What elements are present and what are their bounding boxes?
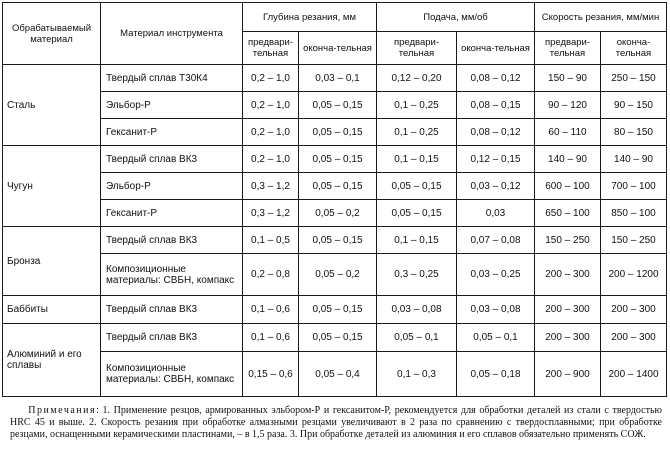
value-cell-df: 0,05 – 0,2 [299, 200, 377, 227]
workpiece-material-cell: Баббиты [3, 296, 101, 324]
value-cell-sp: 90 – 120 [535, 92, 601, 119]
table-row [3, 65, 667, 92]
workpiece-material-cell: Бронза [3, 227, 101, 296]
cutting-modes-table [2, 2, 667, 397]
value-cell-dp: 0,2 – 1,0 [243, 65, 299, 92]
table-row [3, 200, 667, 227]
value-cell-ff: 0,05 – 0,18 [457, 352, 535, 397]
value-cell-sp: 150 – 90 [535, 65, 601, 92]
value-cell-dp: 0,2 – 1,0 [243, 92, 299, 119]
value-cell-fp: 0,12 – 0,20 [377, 65, 457, 92]
value-cell-fp: 0,05 – 0,15 [377, 200, 457, 227]
value-cell-df: 0,05 – 0,15 [299, 227, 377, 254]
header-speed: Скорость резания, мм/мин [535, 3, 667, 32]
header-depth: Глубина резания, мм [243, 3, 377, 32]
value-cell-sf: 850 – 100 [601, 200, 667, 227]
notes-text: : 1. Применение резцов, армированных эльбором-Р и гексанитом-Р, рекомендуется для обработки деталей из стали с твердостью HRC 45 и выше. 2. Скорость резания при обработке алмазными резцами увеличивают в 2 раза по сравнению с твердосплавными; при обработке резцами, оснащенными керамическими пластинами, – в 1,5 раза. 3. При обработке деталей из алюминия и его сплавов обязательно применять СОЖ. [10, 405, 662, 440]
value-cell-sp: 200 – 300 [535, 254, 601, 296]
header-workpiece: Обрабатываемый материал [3, 3, 101, 65]
value-cell-df: 0,05 – 0,15 [299, 173, 377, 200]
table-body [3, 65, 667, 397]
tool-material-cell: Твердый сплав ВК3 [101, 146, 243, 173]
header-feed: Подача, мм/об [377, 3, 535, 32]
value-cell-ff: 0,03 – 0,25 [457, 254, 535, 296]
value-cell-dp: 0,1 – 0,5 [243, 227, 299, 254]
value-cell-sp: 650 – 100 [535, 200, 601, 227]
value-cell-sf: 200 – 1400 [601, 352, 667, 397]
value-cell-ff: 0,08 – 0,12 [457, 65, 535, 92]
value-cell-ff: 0,03 [457, 200, 535, 227]
value-cell-dp: 0,1 – 0,6 [243, 324, 299, 352]
subheader-speed-fin: оконча-тельная [601, 32, 667, 65]
tool-material-cell: Твердый сплав ВК3 [101, 227, 243, 254]
value-cell-ff: 0,07 – 0,08 [457, 227, 535, 254]
value-cell-fp: 0,03 – 0,08 [377, 296, 457, 324]
subheader-feed-fin: оконча-тельная [457, 32, 535, 65]
value-cell-df: 0,05 – 0,15 [299, 146, 377, 173]
value-cell-sp: 200 – 900 [535, 352, 601, 397]
value-cell-df: 0,05 – 0,15 [299, 296, 377, 324]
value-cell-ff: 0,08 – 0,12 [457, 119, 535, 146]
tool-material-cell: Эльбор-Р [101, 173, 243, 200]
value-cell-fp: 0,3 – 0,25 [377, 254, 457, 296]
tool-material-cell: Твердый сплав ВК3 [101, 296, 243, 324]
value-cell-sf: 140 – 90 [601, 146, 667, 173]
value-cell-fp: 0,1 – 0,3 [377, 352, 457, 397]
value-cell-sf: 200 – 300 [601, 324, 667, 352]
value-cell-sf: 90 – 150 [601, 92, 667, 119]
tool-material-cell: Твердый сплав Т30К4 [101, 65, 243, 92]
tool-material-cell: Гексанит-Р [101, 119, 243, 146]
value-cell-dp: 0,15 – 0,6 [243, 352, 299, 397]
table-row [3, 173, 667, 200]
tool-material-cell: Гексанит-Р [101, 200, 243, 227]
value-cell-dp: 0,1 – 0,6 [243, 296, 299, 324]
subheader-feed-pre: предвари-тельная [377, 32, 457, 65]
subheader-depth-fin: оконча-тельная [299, 32, 377, 65]
value-cell-fp: 0,05 – 0,1 [377, 324, 457, 352]
value-cell-sp: 140 – 90 [535, 146, 601, 173]
value-cell-sp: 200 – 300 [535, 324, 601, 352]
value-cell-dp: 0,2 – 0,8 [243, 254, 299, 296]
value-cell-sp: 200 – 300 [535, 296, 601, 324]
value-cell-sf: 150 – 250 [601, 227, 667, 254]
value-cell-df: 0,05 – 0,4 [299, 352, 377, 397]
table-row [3, 146, 667, 173]
value-cell-ff: 0,03 – 0,12 [457, 173, 535, 200]
tool-material-cell: Эльбор-Р [101, 92, 243, 119]
value-cell-sf: 80 – 150 [601, 119, 667, 146]
value-cell-df: 0,05 – 0,15 [299, 92, 377, 119]
value-cell-df: 0,03 – 0,1 [299, 65, 377, 92]
value-cell-sf: 200 – 1200 [601, 254, 667, 296]
value-cell-sp: 60 – 110 [535, 119, 601, 146]
value-cell-fp: 0,1 – 0,15 [377, 146, 457, 173]
value-cell-df: 0,05 – 0,15 [299, 324, 377, 352]
subheader-speed-pre: предвари-тельная [535, 32, 601, 65]
table-row [3, 324, 667, 352]
table-row [3, 352, 667, 397]
workpiece-material-cell: Сталь [3, 65, 101, 146]
table-row [3, 92, 667, 119]
value-cell-df: 0,05 – 0,15 [299, 119, 377, 146]
table-row [3, 119, 667, 146]
table-row [3, 227, 667, 254]
value-cell-fp: 0,1 – 0,25 [377, 119, 457, 146]
workpiece-material-cell: Алюминий и его сплавы [3, 324, 101, 397]
workpiece-material-cell: Чугун [3, 146, 101, 227]
value-cell-df: 0,05 – 0,2 [299, 254, 377, 296]
value-cell-ff: 0,05 – 0,1 [457, 324, 535, 352]
value-cell-sf: 700 – 100 [601, 173, 667, 200]
value-cell-dp: 0,2 – 1,0 [243, 119, 299, 146]
value-cell-fp: 0,1 – 0,25 [377, 92, 457, 119]
value-cell-dp: 0,3 – 1,2 [243, 173, 299, 200]
table-row [3, 296, 667, 324]
header-row [3, 3, 667, 32]
value-cell-ff: 0,08 – 0,15 [457, 92, 535, 119]
value-cell-ff: 0,03 – 0,08 [457, 296, 535, 324]
value-cell-fp: 0,1 – 0,15 [377, 227, 457, 254]
value-cell-fp: 0,05 – 0,15 [377, 173, 457, 200]
value-cell-sp: 600 – 100 [535, 173, 601, 200]
value-cell-dp: 0,3 – 1,2 [243, 200, 299, 227]
value-cell-sf: 200 – 300 [601, 296, 667, 324]
tool-material-cell: Композиционные материалы: СВБН, компакс [101, 254, 243, 296]
subheader-depth-pre: предвари-тельная [243, 32, 299, 65]
tool-material-cell: Композиционные материалы: СВБН, компакс [101, 352, 243, 397]
table-row [3, 254, 667, 296]
table-notes [10, 405, 662, 441]
value-cell-dp: 0,2 – 1,0 [243, 146, 299, 173]
tool-material-cell: Твердый сплав ВК3 [101, 324, 243, 352]
header-tool: Материал инструмента [101, 3, 243, 65]
notes-lead: Примечания [28, 405, 97, 416]
value-cell-sf: 250 – 150 [601, 65, 667, 92]
value-cell-sp: 150 – 250 [535, 227, 601, 254]
value-cell-ff: 0,12 – 0,15 [457, 146, 535, 173]
